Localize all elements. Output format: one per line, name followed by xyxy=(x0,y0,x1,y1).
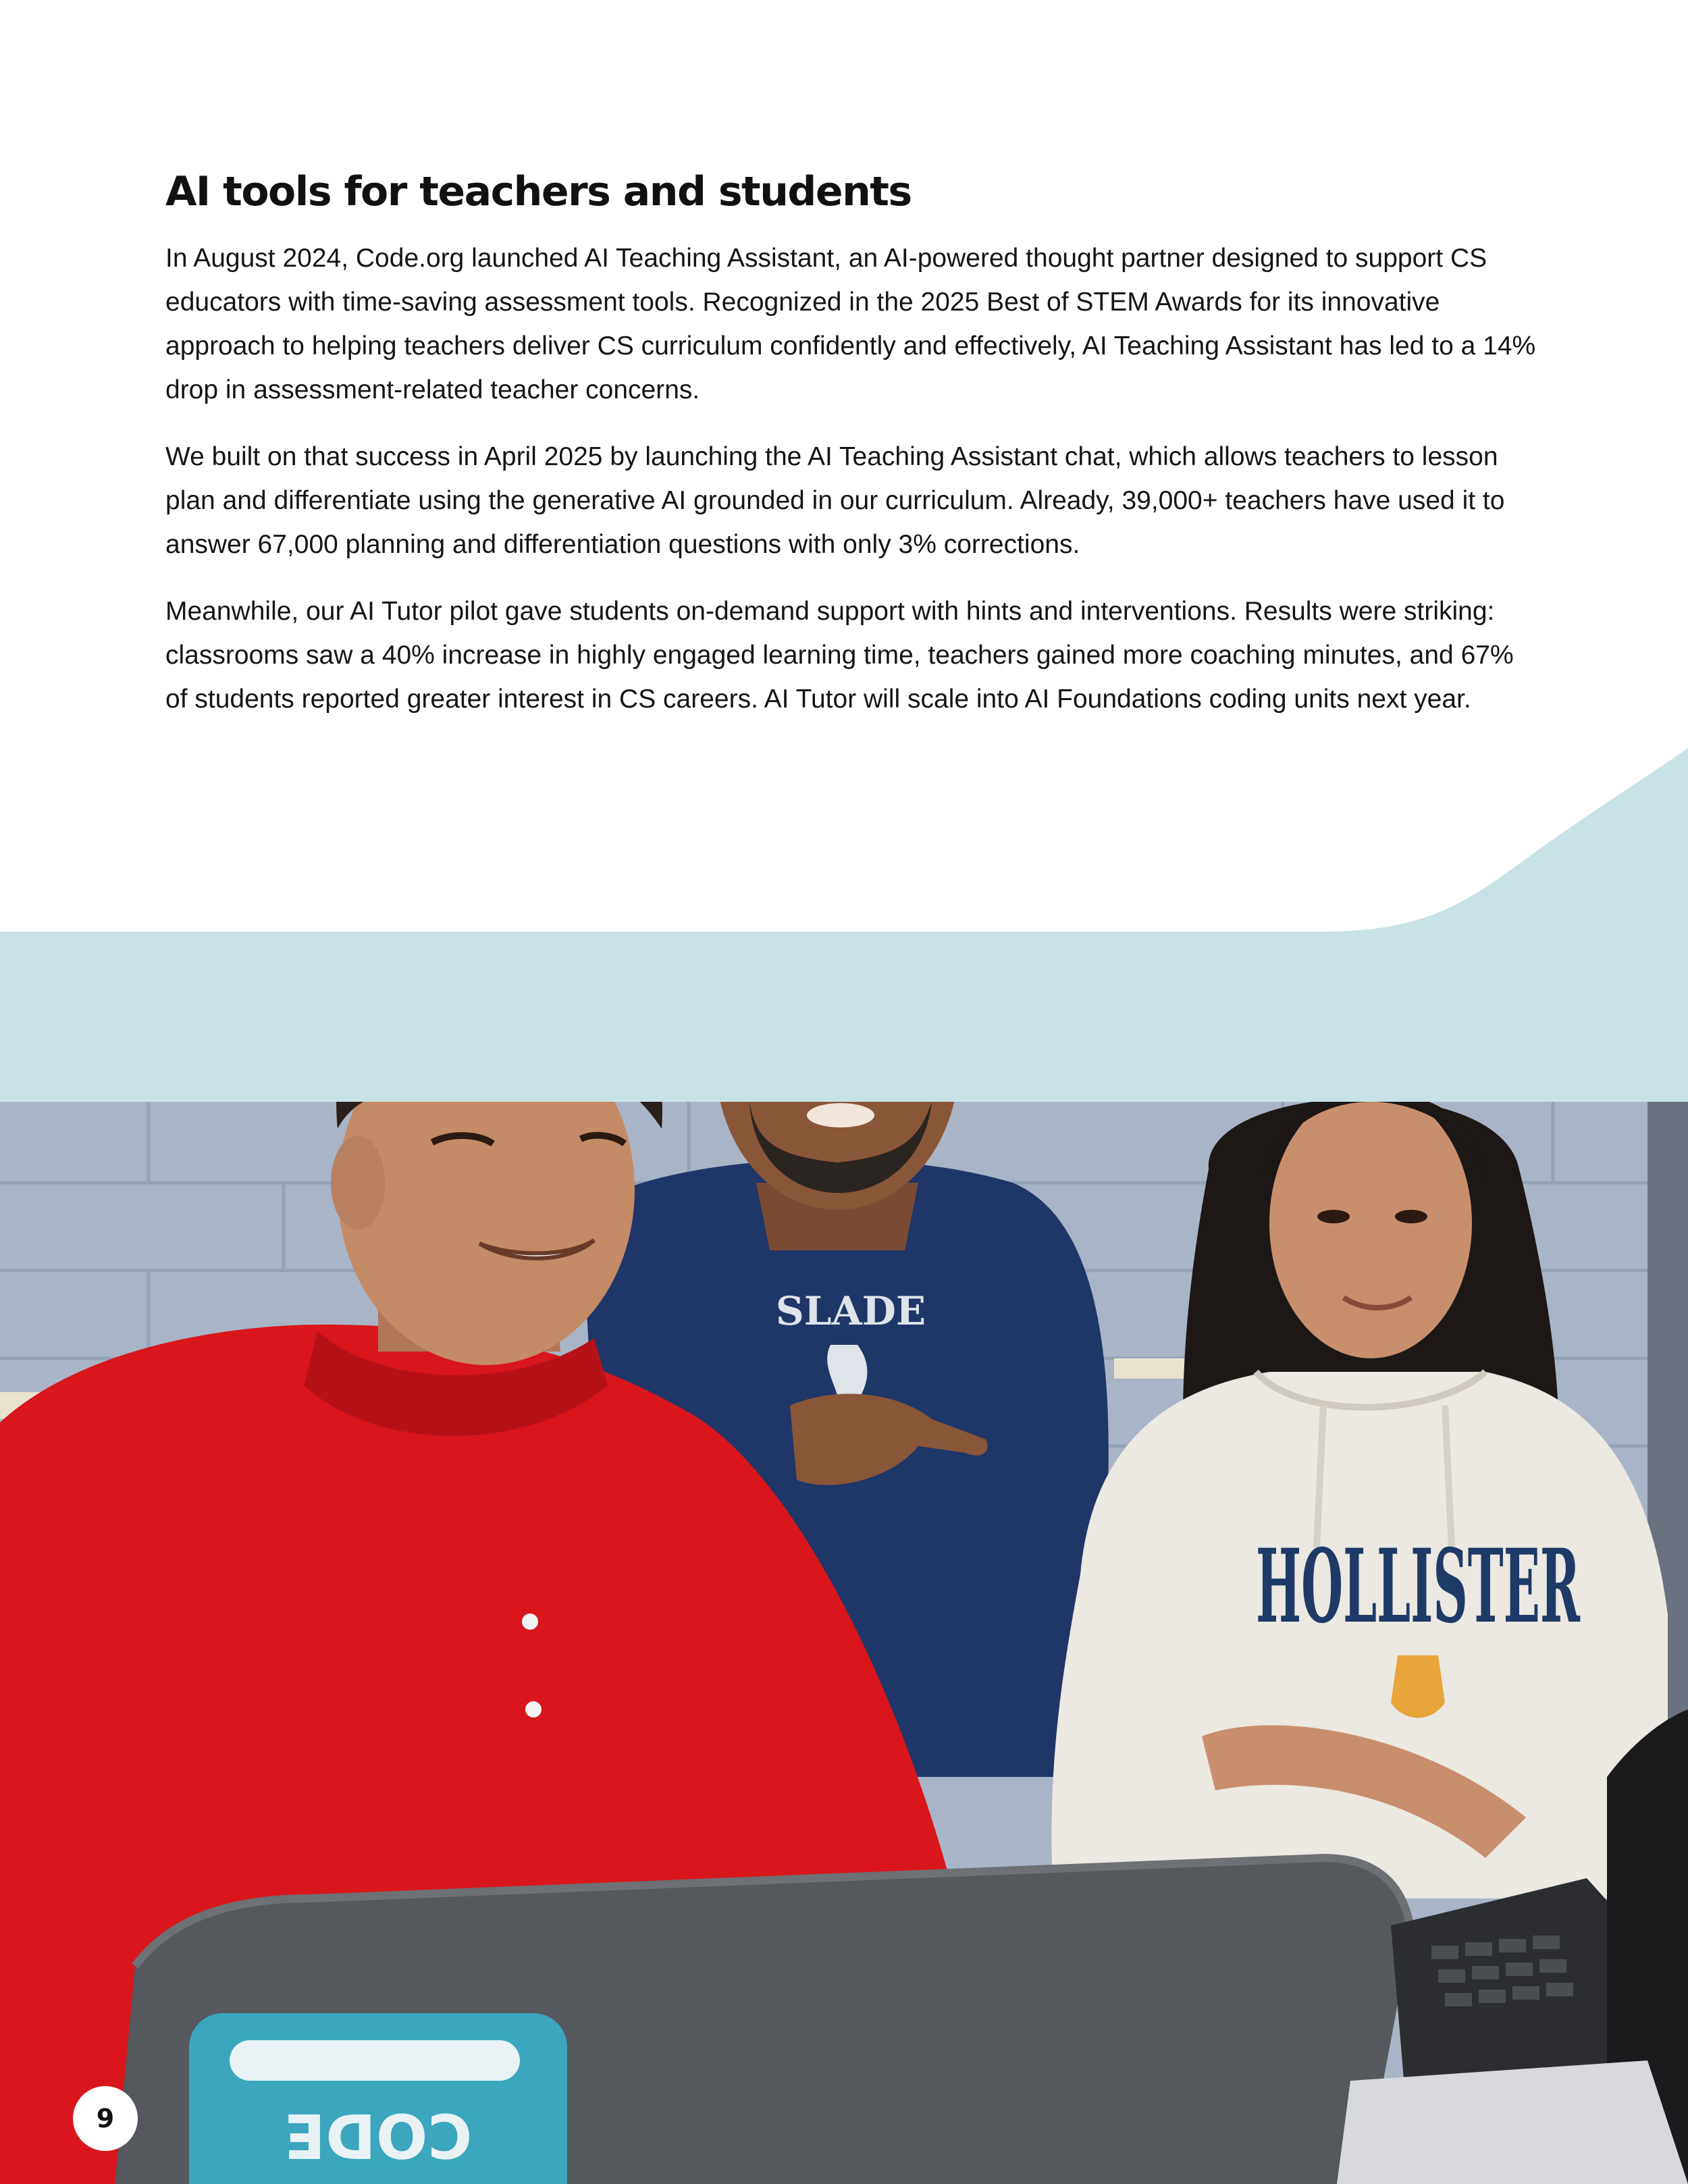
hoodie-text: HOLLISTER xyxy=(1256,1527,1581,1646)
page-number: 9 xyxy=(73,2086,138,2151)
paragraph-ai-tutor: Meanwhile, our AI Tutor pilot gave students on-demand support with hints and interventions. Results were striking: classrooms saw a 40% increase in highly engaged learning time, teachers gained more coaching minutes, and 67% of students reported greater interest in CS careers. AI Tutor will scale into AI Foundations coding units next year. xyxy=(165,597,1514,714)
article-section xyxy=(165,165,1536,744)
laptop-foreground xyxy=(115,1858,1411,2184)
paragraph-teaching-assistant: In August 2024, Code.org launched AI Teaching Assistant, an AI-powered thought partner designed to support CS educators with time-saving assessment tools. Recognized in the 2025 Best of STEM Awards for its innovative approach to helping teachers deliver CS curriculum confidently and effectively, AI Teaching Assistant has led to a 14% drop in assessment-related teacher concerns. xyxy=(165,244,1536,404)
decorative-wave-band xyxy=(0,743,1688,1121)
classroom-photo-illustration xyxy=(0,1102,1688,2184)
teacher-shirt-text: SLADE xyxy=(775,1288,926,1334)
classroom-photo xyxy=(0,1102,1688,2184)
laptop-sticker-text: CODE xyxy=(284,2100,473,2170)
section-heading: AI tools for teachers and students xyxy=(165,168,912,215)
paragraph-assistant-chat: We built on that success in April 2025 by launching the AI Teaching Assistant chat, which allows teachers to lesson plan and differentiate using the generative AI grounded in our curriculum. Already, 39,000+ teachers have used it to answer 67,000 planning and differentiation questions with only 3% corrections. xyxy=(165,442,1505,559)
